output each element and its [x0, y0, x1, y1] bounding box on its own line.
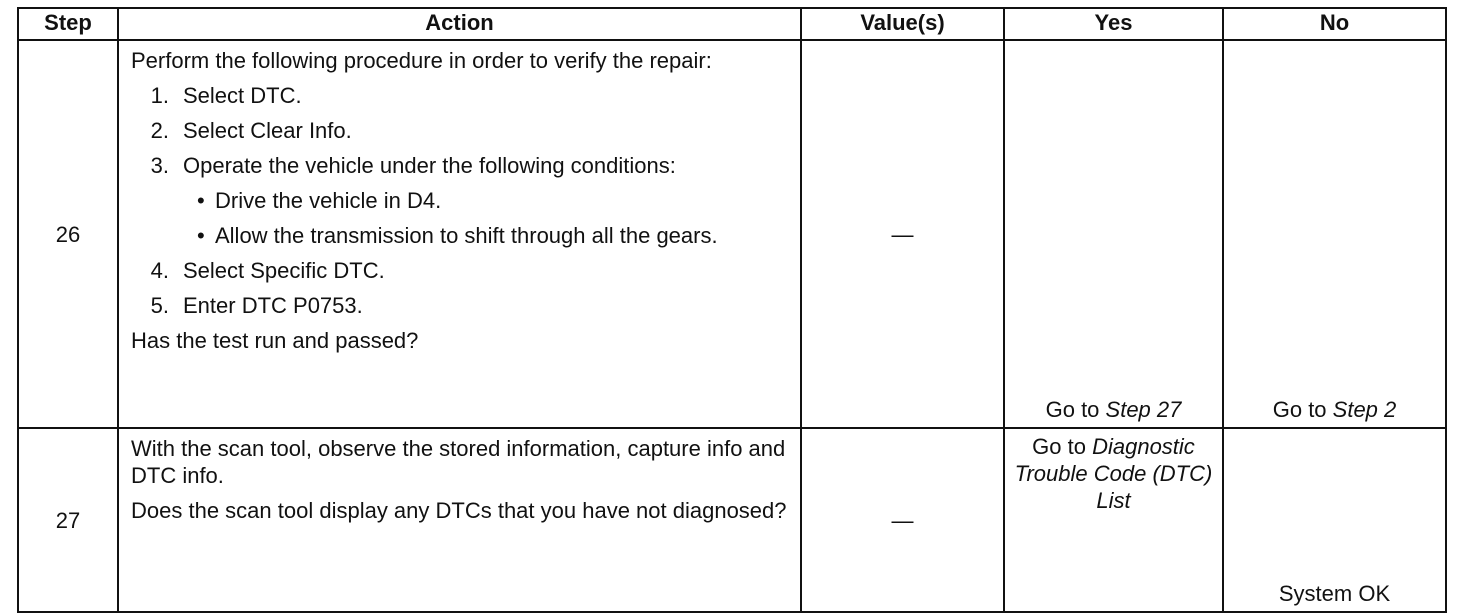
yes-prefix: Go to: [1045, 397, 1106, 422]
no-result: [1224, 396, 1445, 423]
action-cell: [118, 428, 801, 612]
list-item: [131, 152, 790, 249]
list-item: [131, 257, 790, 284]
header-yes: Yes: [1004, 8, 1223, 40]
list-item-text: Select DTC.: [183, 83, 302, 108]
header-action: Action: [118, 8, 801, 40]
bullet-text: Drive the vehicle in D4.: [215, 188, 442, 213]
list-item-number: 5.: [150, 293, 169, 318]
action-question: Has the test run and passed?: [131, 328, 419, 353]
list-item: [131, 292, 790, 319]
action-question: Does the scan tool display any DTCs that you have not diagnosed?: [131, 498, 787, 523]
list-item: [131, 117, 790, 144]
value-dash: —: [891, 507, 914, 533]
procedure-list: [131, 82, 790, 319]
list-item-text: Select Clear Info.: [183, 118, 352, 143]
header-step: Step: [18, 8, 118, 40]
step-number: 27: [18, 428, 118, 612]
yes-dtc-list-link[interactable]: Diagnostic Trouble Code (DTC) List: [1014, 434, 1213, 513]
no-cell: [1223, 428, 1446, 612]
value-cell: [801, 40, 1004, 428]
list-item-number: 4.: [150, 258, 169, 283]
bullet-item: [131, 187, 790, 214]
diagnostic-table: [17, 7, 1447, 613]
conditions-list: [131, 187, 790, 249]
action-intro: With the scan tool, observe the stored information, capture info and DTC info.: [131, 436, 786, 488]
bullet-icon: •: [197, 188, 205, 213]
yes-cell: [1004, 40, 1223, 428]
action-intro: Perform the following procedure in order to verify the repair:: [131, 48, 712, 73]
list-item-number: 1.: [150, 83, 169, 108]
yes-result: [1005, 396, 1222, 423]
value-dash: —: [891, 221, 914, 247]
list-item-text: Operate the vehicle under the following conditions:: [183, 153, 676, 178]
header-row: [18, 8, 1446, 40]
list-item-number: 2.: [150, 118, 169, 143]
header-values: Value(s): [801, 8, 1004, 40]
yes-result: [1005, 433, 1222, 514]
no-cell: [1223, 40, 1446, 428]
step-number: 26: [18, 40, 118, 428]
bullet-icon: •: [197, 223, 205, 248]
header-no: No: [1223, 8, 1446, 40]
no-result: System OK: [1278, 581, 1391, 606]
yes-step-link[interactable]: Step 27: [1105, 397, 1182, 422]
action-cell: [118, 40, 801, 428]
list-item-text: Select Specific DTC.: [183, 258, 385, 283]
table-row-step-26: [18, 40, 1446, 428]
list-item-text: Enter DTC P0753.: [183, 293, 363, 318]
list-item: [131, 82, 790, 109]
no-prefix: Go to: [1272, 397, 1333, 422]
yes-cell: [1004, 428, 1223, 612]
no-step-link[interactable]: Step 2: [1332, 397, 1397, 422]
bullet-item: [131, 222, 790, 249]
value-cell: [801, 428, 1004, 612]
bullet-text: Allow the transmission to shift through all the gears.: [215, 223, 718, 248]
table-row-step-27: [18, 428, 1446, 612]
yes-prefix: Go to: [1032, 434, 1093, 459]
list-item-number: 3.: [150, 153, 169, 178]
